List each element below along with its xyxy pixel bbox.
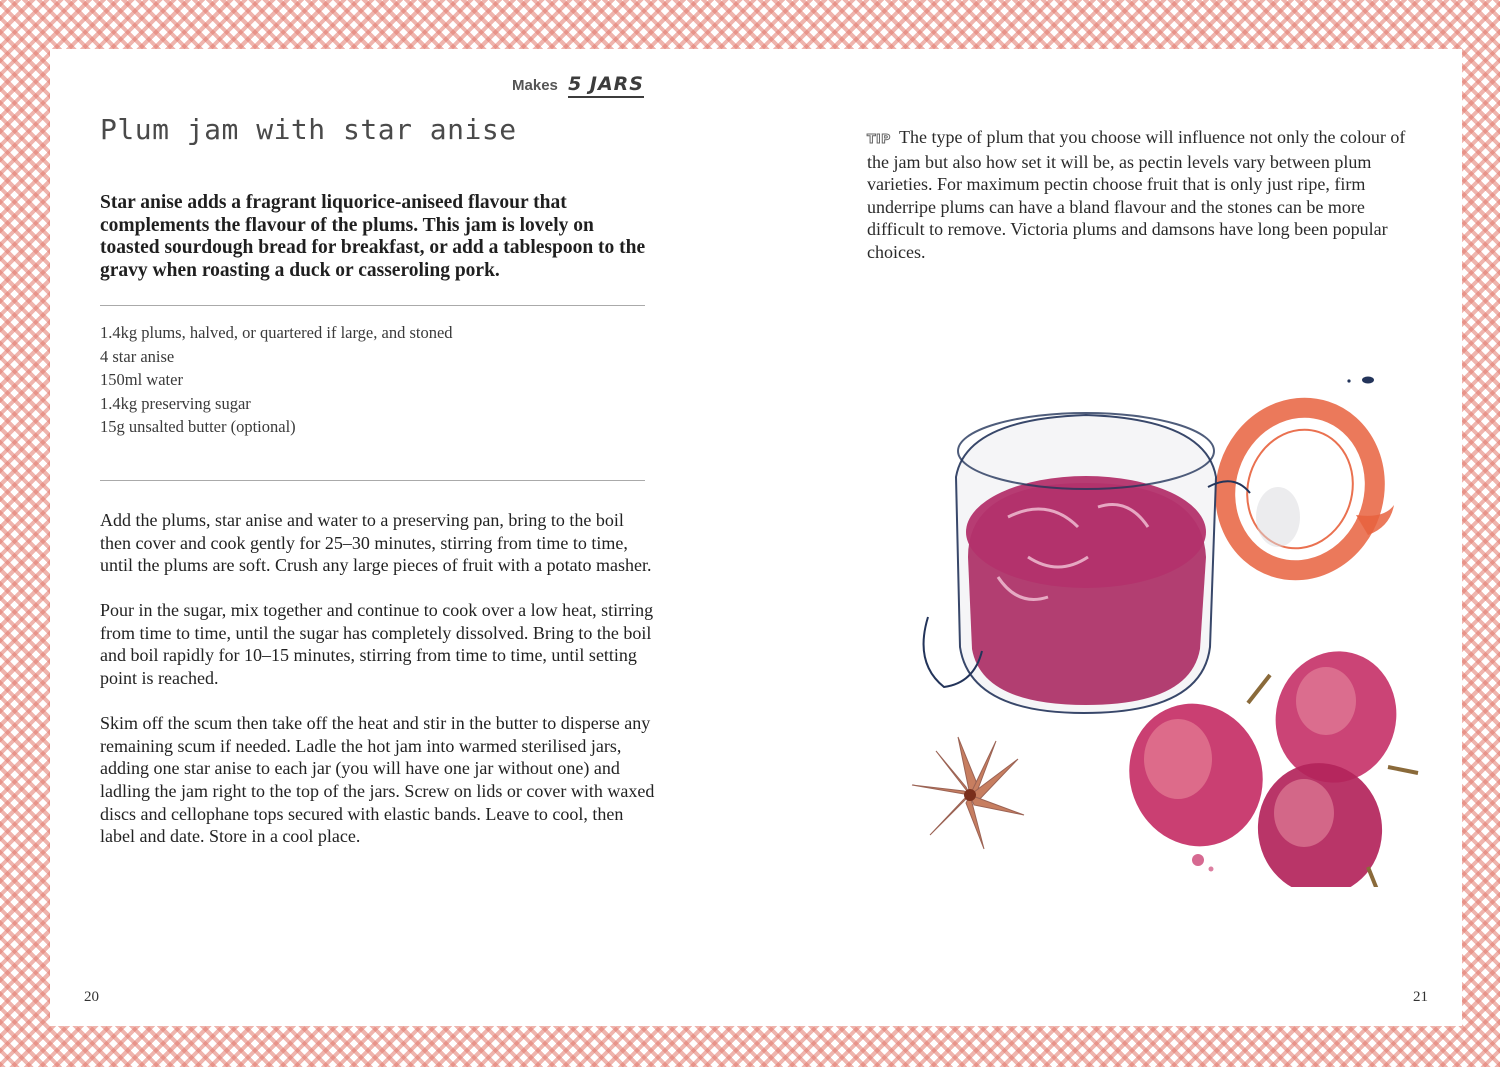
ingredient-item: 1.4kg plums, halved, or quartered if large, and stoned (100, 323, 453, 342)
page-number-left: 20 (84, 989, 99, 1005)
jar-seal-icon (1204, 388, 1395, 590)
tip-text: The type of plum that you choose will influence not only the colour of the jam but also how set it will be, as pectin levels vary between plum varieties. For maximum pectin choose fruit that is only just ripe, firm underripe plums can have a bland flavour and the stones can be more difficult to remove. Victoria plums and damsons have long been popular choices. (867, 127, 1406, 262)
yield-line (512, 73, 644, 95)
yield-value: 5 JARS (568, 73, 644, 98)
ingredient-item: 4 star anise (100, 346, 175, 366)
ingredient-item: 15g unsalted butter (optional) (100, 417, 296, 436)
jam-illustration (868, 367, 1428, 887)
star-anise-icon (912, 737, 1024, 849)
recipe-title: Plum jam with star anise (100, 113, 517, 146)
ingredient-list (100, 321, 645, 439)
ingredient-item: 150ml water (100, 370, 183, 389)
plum-icon (1249, 755, 1390, 887)
method-step: Add the plums, star anise and water to a preserving pan, bring to the boil then cover and cook gently for 25–30 minutes, stirring from time to time, until the plums are soft. Crush any large pieces of fruit with a potato masher. (100, 510, 652, 576)
illustration-svg (868, 367, 1428, 887)
book-spread (50, 49, 1462, 1026)
jam-jar-icon (924, 413, 1250, 713)
divider-top (100, 305, 645, 306)
makes-label: Makes (512, 77, 558, 94)
method-step: Skim off the scum then take off the heat and stir in the butter to disperse any remaining scum if needed. Ladle the hot jam into warmed sterilised jars, adding one star anise to each jar (you will have one jar without one) and ladling the jam right to the top of the jars. Screw on lids or cover with waxed discs and cellophane tops secured with elastic bands. Leave to cool, then label and date. Store in a cool place. (100, 713, 655, 847)
method-section (100, 509, 656, 870)
divider-bottom (100, 480, 645, 481)
tip-box (867, 126, 1423, 264)
page-number-right: 21 (1413, 989, 1428, 1005)
method-step: Pour in the sugar, mix together and continue to cook over a low heat, stirring from time to time, until the sugar has completely dissolved. Bring to the boil and boil rapidly for 10–15 minutes, stirring from time to time, until setting point is reached. (100, 600, 654, 689)
tip-label: TIP (867, 131, 891, 146)
ingredient-item: 1.4kg preserving sugar (100, 393, 251, 413)
recipe-intro: Star anise adds a fragrant liquorice-aniseed flavour that complements the flavour of the plums. This jam is lovely on toasted sourdough bread for breakfast, or add a tablespoon to the gravy when roasting a duck or casseroling pork. (100, 192, 646, 282)
